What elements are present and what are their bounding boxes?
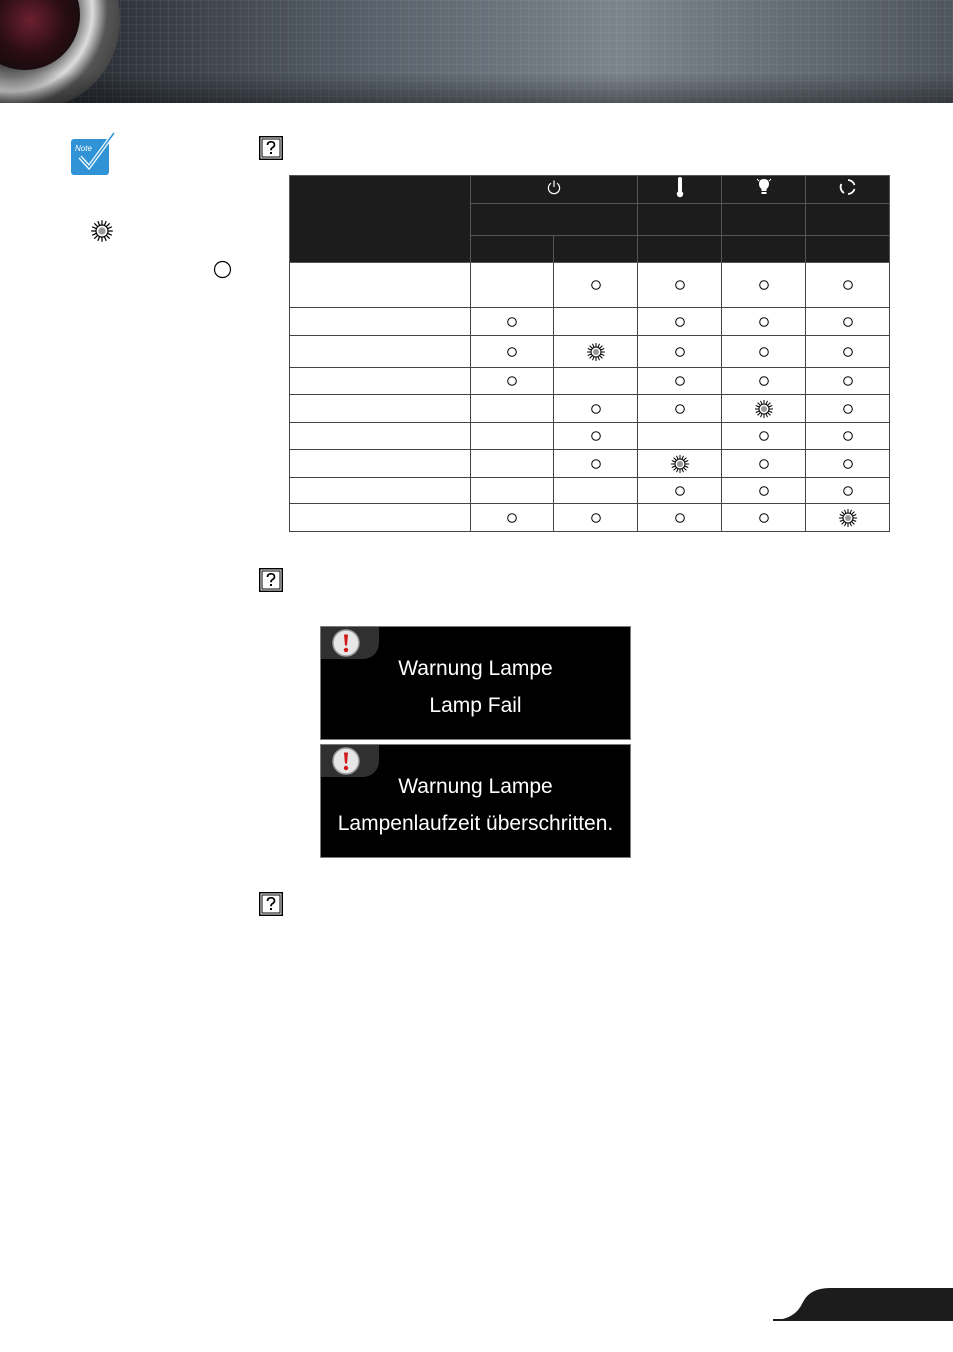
led-off-icon [590,403,602,415]
led-off-cell [638,478,722,504]
led-off-icon [758,346,770,358]
led-off-cell [471,504,554,532]
led-off-icon [842,430,854,442]
led-off-icon [842,346,854,358]
led-off-cell [722,308,806,336]
led-flashing-cell [554,336,638,368]
led-off-icon [842,375,854,387]
led-off-cell [722,478,806,504]
led-off-cell [638,308,722,336]
led-flashing-cell [722,395,806,423]
led-off-cell [638,504,722,532]
led-off-icon [842,279,854,291]
warning-icon [331,746,361,776]
led-off-icon [674,346,686,358]
led-off-icon [674,403,686,415]
led-off-icon [674,485,686,497]
led-off-icon [506,346,518,358]
led-off-icon [590,512,602,524]
led-off-icon [674,279,686,291]
row-label-cell [290,308,471,336]
led-off-cell [554,450,638,478]
row-label-cell [290,336,471,368]
led-off-cell [638,263,722,308]
led-off-cell [806,423,890,450]
led-off-icon [590,279,602,291]
led-off-cell [722,368,806,395]
row-label-cell [290,423,471,450]
empty-cell [471,395,554,423]
led-off-cell [554,263,638,308]
led-flashing-cell [638,450,722,478]
led-flashing-icon [586,342,606,362]
empty-cell [554,308,638,336]
led-off-cell [806,478,890,504]
led-off-cell [638,336,722,368]
table-row [290,478,890,504]
led-off-cell [806,368,890,395]
svg-text:Note: Note [75,144,92,153]
power-icon [546,179,562,195]
osd-warning-lamp-fail [320,626,631,740]
table-row [290,423,890,450]
table-row [290,263,890,308]
temperature-icon [675,176,685,198]
page-number-tab [770,1284,953,1324]
led-flashing-icon [838,508,858,528]
row-label-cell [290,395,471,423]
led-off-cell [722,336,806,368]
table-row [290,395,890,423]
row-label-cell [290,478,471,504]
question-icon [259,568,283,592]
led-off-icon [758,279,770,291]
led-off-cell [722,263,806,308]
question-icon [259,136,283,160]
led-off-icon [506,512,518,524]
led-off-cell [806,263,890,308]
empty-cell [554,368,638,395]
lamp-icon [756,177,772,197]
row-label-cell [290,368,471,395]
osd-title: Warnung Lampe [398,775,553,798]
led-off-icon [506,375,518,387]
led-flashing-icon [90,219,114,243]
led-off-icon [842,316,854,328]
led-off-cell [554,423,638,450]
led-off-cell [554,504,638,532]
page-header [0,0,953,103]
led-off-cell [471,368,554,395]
fan-icon [839,178,857,196]
osd-message: Lampenlaufzeit überschritten. [337,812,614,835]
led-status-table [289,175,890,532]
osd-message: Lamp Fail [429,694,522,717]
led-off-icon [758,375,770,387]
table-row [290,504,890,532]
empty-cell [471,450,554,478]
led-off-icon [590,430,602,442]
note-checkmark-icon [70,131,116,177]
led-off-icon [590,458,602,470]
empty-cell [471,423,554,450]
empty-cell [471,263,554,308]
led-flashing-icon [754,399,774,419]
table-row [290,336,890,368]
led-off-cell [722,450,806,478]
led-off-cell [638,368,722,395]
led-off-cell [806,395,890,423]
led-off-cell [722,423,806,450]
led-flashing-icon [670,454,690,474]
empty-cell [554,478,638,504]
led-off-icon [758,458,770,470]
led-off-icon [758,485,770,497]
osd-title: Warnung Lampe [398,657,553,680]
led-off-icon [674,375,686,387]
led-off-cell [806,450,890,478]
table-row [290,308,890,336]
led-off-icon [842,458,854,470]
row-label-cell [290,450,471,478]
led-off-icon [758,430,770,442]
warning-icon [331,628,361,658]
table-row [290,368,890,395]
led-off-icon [842,403,854,415]
led-flashing-cell [806,504,890,532]
led-off-cell [471,336,554,368]
led-off-cell [471,308,554,336]
led-off-icon [506,316,518,328]
led-off-icon [213,260,232,279]
led-off-icon [674,316,686,328]
table-row [290,450,890,478]
led-off-cell [554,395,638,423]
empty-cell [471,478,554,504]
led-off-icon [758,512,770,524]
question-icon [259,892,283,916]
led-off-icon [674,512,686,524]
led-off-icon [758,316,770,328]
empty-cell [638,423,722,450]
osd-warning-lamp-hours [320,744,631,858]
led-off-cell [638,395,722,423]
led-off-cell [806,308,890,336]
led-off-cell [806,336,890,368]
led-off-icon [842,485,854,497]
row-label-cell [290,263,471,308]
row-label-cell [290,504,471,532]
led-off-cell [722,504,806,532]
